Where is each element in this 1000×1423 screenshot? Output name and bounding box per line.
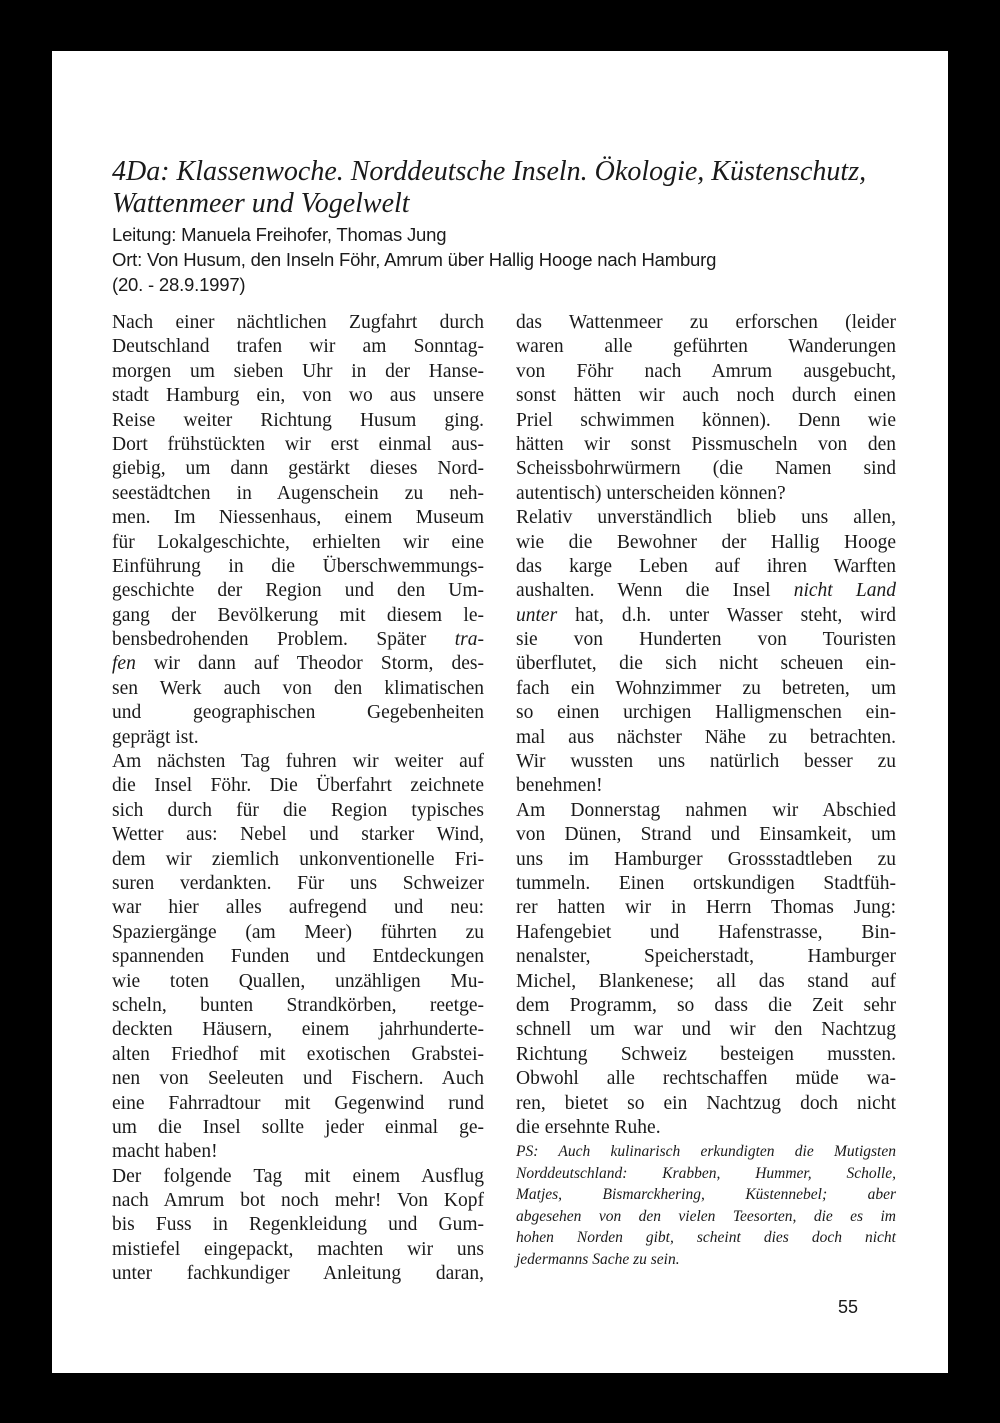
text-line: Wetter aus: Nebel und starker Wind,: [112, 824, 484, 846]
text-line: tummeln. Einen ortskundigen Stadtfüh-: [516, 872, 896, 894]
text-line: Wir wussten uns natürlich besser zu: [516, 751, 896, 773]
text-line: überflutet, die sich nicht scheuen ein-: [516, 653, 896, 675]
text-line: sonst hätten wir auch noch durch einen: [516, 385, 896, 407]
text-line: war hier alles aufregend und neu:: [112, 897, 484, 919]
text-line: fach ein Wohnzimmer zu betreten, um: [516, 677, 896, 699]
text-fragment: bensbedrohenden Problem. Später: [112, 629, 455, 651]
text-line: Obwohl alle rechtschaffen müde wa-: [516, 1068, 896, 1090]
text-line: sie von Hunderten von Touristen: [516, 629, 896, 651]
ps-line: Matjes, Bismarckhering, Küstennebel; aber: [516, 1186, 896, 1203]
text-line: giebig, um dann gestärkt dieses Nord-: [112, 458, 484, 480]
text-line: nach Amrum bot noch mehr! Von Kopf: [112, 1190, 484, 1212]
text-line-mixed: [112, 652, 484, 676]
text-line: Einführung in die Überschwemmungs-: [112, 555, 484, 577]
text-line: bis Fuss in Regenkleidung und Gum-: [112, 1214, 484, 1236]
text-line: Priel schwimmen können). Denn wie: [516, 409, 896, 431]
text-line: rer hatten wir in Herrn Thomas Jung:: [516, 897, 896, 919]
text-line: suren verdankten. Für uns Schweizer: [112, 872, 484, 894]
text-line: macht haben!: [112, 1141, 218, 1163]
text-line: uns im Hamburger Grossstadtleben zu: [516, 848, 896, 870]
text-line: seestädtchen in Augenschein zu neh-: [112, 482, 484, 504]
text-fragment: hat, d.h. unter Wasser steht, wird: [557, 604, 896, 626]
right-column: [516, 311, 896, 1140]
text-line: waren alle geführten Wanderungen: [516, 336, 896, 358]
text-line: geprägt ist.: [112, 726, 199, 748]
document-page: [52, 51, 948, 1373]
text-line: Am Donnerstag nahmen wir Abschied: [516, 799, 896, 821]
text-line: sen Werk auch von den klimatischen: [112, 677, 484, 699]
text-fragment: aushalten. Wenn die Insel: [516, 580, 794, 602]
text-line: die Insel Föhr. Die Überfahrt zeichnete: [112, 775, 484, 797]
text-line: Hafengebiet und Hafenstrasse, Bin-: [516, 921, 896, 943]
text-line: spannenden Funden und Entdeckungen: [112, 946, 484, 968]
ort-line: Ort: Von Husum, den Inseln Föhr, Amrum über Hallig Hooge nach Hamburg: [112, 249, 717, 270]
text-line: von Dünen, Strand und Einsamkeit, um: [516, 824, 896, 846]
date-line: (20. - 28.9.1997): [112, 274, 246, 295]
text-line: das Wattenmeer zu erforschen (leider: [516, 312, 896, 333]
text-line: von Föhr nach Amrum ausgebucht,: [516, 360, 896, 382]
text-line: Dort frühstückten wir erst einmal aus-: [112, 433, 484, 455]
text-line: nenalster, Speicherstadt, Hamburger: [516, 946, 896, 968]
text-line: dem wir ziemlich unkonventionelle Fri-: [112, 848, 484, 870]
text-line: benehmen!: [516, 775, 603, 797]
ps-line: jedermanns Sache zu sein.: [516, 1250, 680, 1268]
ps-line: abgesehen von den vielen Teesorten, die es im: [516, 1207, 896, 1225]
text-line: Der folgende Tag mit einem Ausflug: [112, 1165, 484, 1187]
italic-fragment: tra-: [454, 629, 484, 651]
text-line: autentisch) unterscheiden können?: [516, 482, 786, 504]
text-line: unter fachkundiger Anleitung daran,: [112, 1263, 484, 1285]
text-line: morgen um sieben Uhr in der Hanse-: [112, 360, 484, 382]
text-line: hätten wir sonst Pissmuscheln von den: [516, 433, 896, 455]
text-line: wie die Bewohner der Hallig Hooge: [516, 531, 896, 553]
text-line: das karge Leben auf ihren Warften: [516, 555, 896, 577]
text-line: stadt Hamburg ein, von wo aus unsere: [112, 385, 484, 407]
text-line: eine Fahrradtour mit Gegenwind rund: [112, 1092, 484, 1114]
page-number: 55: [838, 1297, 859, 1317]
text-line: mistiefel eingepackt, machten wir uns: [112, 1238, 484, 1260]
text-line: um die Insel sollte jeder einmal ge-: [112, 1116, 484, 1138]
postscript: [516, 1141, 896, 1270]
text-line: wie toten Quallen, unzähligen Mu-: [112, 970, 484, 992]
text-line: schnell um war und wir den Nachtzug: [516, 1019, 896, 1041]
text-line: für Lokalgeschichte, erhielten wir eine: [112, 531, 484, 553]
text-line: Spaziergänge (am Meer) führten zu: [112, 921, 484, 943]
text-line: nen von Seeleuten und Fischern. Auch: [112, 1068, 484, 1090]
text-line: mal aus nächster Nähe zu betrachten.: [516, 726, 896, 748]
text-line: so einen urchigen Halligmenschen ein-: [516, 702, 896, 724]
text-line: geschichte der Region und den Um-: [112, 580, 484, 602]
text-line: men. Im Niessenhaus, einem Museum: [112, 507, 484, 529]
text-line-mixed: [516, 604, 896, 628]
ps-line: Norddeutschland: Krabben, Hummer, Scholle,: [516, 1164, 896, 1182]
text-line: ren, bietet so ein Nachtzug doch nicht: [516, 1092, 896, 1114]
left-column: [112, 311, 484, 1287]
italic-fragment: unter: [516, 604, 558, 626]
text-fragment: wir dann auf Theodor Storm, des-: [135, 653, 484, 675]
italic-fragment: nicht Land: [793, 580, 896, 602]
text-line: Michel, Blankenese; all das stand auf: [516, 970, 896, 992]
italic-fragment: fen: [112, 653, 136, 675]
text-line: Relativ unverständlich blieb uns allen,: [516, 507, 896, 529]
text-line: Richtung Schweiz besteigen mussten.: [516, 1043, 896, 1065]
text-line: und geographischen Gegebenheiten: [112, 702, 484, 724]
article-title-line-1: 4Da: Klassenwoche. Norddeutsche Inseln. Ökologie, Küstenschutz,: [112, 156, 867, 187]
text-line: sich durch für die Region typisches: [112, 799, 484, 821]
text-line: Deutschland trafen wir am Sonntag-: [112, 336, 484, 358]
ps-line: PS: Auch kulinarisch erkundigten die Mutigsten: [516, 1143, 896, 1160]
text-line: Scheissbohrwürmern (die Namen sind: [516, 458, 896, 480]
ps-line: hohen Norden gibt, scheint dies doch nicht: [516, 1229, 896, 1246]
text-line: alten Friedhof mit exotischen Grabstei-: [112, 1043, 484, 1065]
article-title-line-2: Wattenmeer und Vogelwelt: [112, 188, 410, 219]
text-line-mixed: [516, 579, 896, 603]
text-line: die ersehnte Ruhe.: [516, 1116, 661, 1138]
text-line: dem Programm, so dass die Zeit sehr: [516, 994, 896, 1016]
text-line-mixed: [112, 628, 484, 652]
text-line: Reise weiter Richtung Husum ging.: [112, 409, 484, 431]
text-line: deckten Häusern, einem jahrhunderte-: [112, 1019, 484, 1041]
text-line: gang der Bevölkerung mit diesem le-: [112, 604, 484, 626]
text-line: scheln, bunten Strandkörben, reetge-: [112, 994, 484, 1016]
text-line: Nach einer nächtlichen Zugfahrt durch: [112, 312, 484, 333]
leitung-line: Leitung: Manuela Freihofer, Thomas Jung: [112, 224, 447, 245]
text-line: Am nächsten Tag fuhren wir weiter auf: [112, 751, 484, 773]
